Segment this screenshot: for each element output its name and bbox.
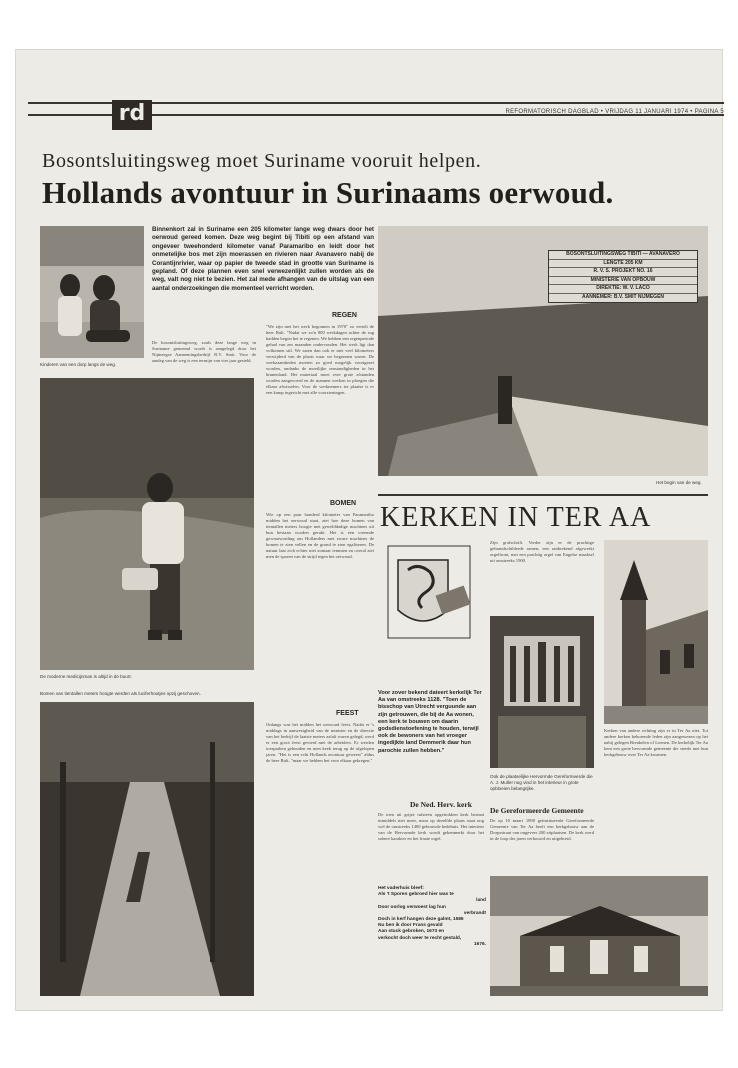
coat-of-arms-illustration	[378, 540, 480, 644]
kerken-title: KERKEN IN TER AA	[380, 502, 652, 533]
caption-medicine-man: De moderne medicijnman is altijd in de buurt.	[40, 674, 132, 679]
masthead-info: REFORMATORISCH DAGBLAD • VRIJDAG 11 JANUARI 1974 • PAGINA 5	[505, 109, 724, 115]
article-kicker: Bosontsluitingsweg moet Suriname vooruit helpen.	[42, 150, 482, 172]
kerken-column4-text: Kerken van andere richting zijn er in Ter Aa niet. Tot andere kerken behorende leden zijn aangewezen op het nabij gelegen Breukelen of Loenen. De kerkelijk Ter Aa kent een grote hervormde gemeente die steeds met hun kerkgebouw over Ter Aa kwamen.	[604, 728, 708, 757]
caption-organ: Ook de plaatselijke Hervormde Gereformeerde die A. J. Muller nog vind in het interieur in grote opbloeien belangrijke.	[490, 774, 593, 791]
sign-line: BOSONTSLUITINGSWEG TIBITI — AVANAVERO	[549, 251, 697, 260]
poem-line: Nu ben ik door Frans gevald	[378, 923, 443, 929]
sign-line: DIREKTIE: W. V. LACO	[549, 285, 697, 294]
photo-medicine-man	[40, 378, 254, 670]
article-lead-text: De bosontsluitingsweg, zoals deze lange weg in Suriname genoemd wordt is aangelegd door het Nijmeegse Aannemingsbedrijf B.V. Smit. Voor de aanleg van de weg is een termijn van vier jaar gesteld.	[152, 340, 256, 363]
road-sign	[548, 250, 698, 303]
poem-line: land	[476, 898, 486, 904]
section-text-feest: Onlangs was het midden het oerwoud feest. Nadat er 's middags in aanwezigheid van de minister en de directie van het bedrijf de laatste meters asfalt waren gelegd, werd er een groot feest gevierd met de arbeiders. Er werden toespraken gehouden en men keek terug op de afgelopen jaren. "Het is een echt Hollands avontuur geweest" aldus de heer Bult, "maar we hebben het voor elkaar gekregen."	[266, 722, 374, 763]
caption-road-start: Het begin van de weg.	[656, 480, 702, 485]
article-headline: Hollands avontuur in Surinaams oerwoud.	[42, 175, 614, 210]
poem-line: Doch in kerf hangen deze galmt, 1586	[378, 917, 464, 923]
section-text-bomen: Wie op een paar honderd kilometer van Paramaribo midden het oerwoud staat, ziet hoe deze bomen van tientallen meters hoogte met gewelddadige machines uit hun bestaan worden gerukt. Het is een vreemde gewaarwording om Hollanders met zware machines de bomen te zien vellen en de grond te zien egaliseren. De natuur laat zich echter niet zomaar temmen en overal ziet men de sporen van de strijd tegen het oerwoud.	[266, 512, 374, 559]
sign-line: R. V. S. PROJEKT NO. 16	[549, 268, 697, 277]
poem-line: verkocht doch weer te recht gestald,	[378, 935, 462, 941]
publication-name: REFORMATORISCH DAGBLAD	[505, 109, 599, 115]
poem-line: Door oorlog verwoest lag hun	[378, 904, 446, 910]
kerken-section-geref-title: De Gereformeerde Gemeente	[490, 806, 584, 815]
kerken-section-geref-text: De op 10 maart 1890 geïnstitueerde Gereformeerde Gemeente van Ter Aa heeft een kerkgebouw aan de Dorpsstraat van ongeveer 200 zitplaatsen. De kerk werd in de loop der jaren verbouwd en uitgebreid.	[490, 818, 594, 841]
caption-trees: Bomen van tientallen meters hoogte werden als luciferhoutjes opzij geschoven.	[40, 691, 201, 696]
photo-forest-road	[40, 702, 254, 996]
issue-date: VRIJDAG 11 JANUARI 1974	[605, 109, 689, 115]
poem-line: Als 't Sporen gebroed hier was te	[378, 892, 454, 898]
article-intro: Binnenkort zal in Suriname een 205 kilometer lange weg dwars door het oerwoud gereed komen. Deze weg begint bij Tibiti op een afstand van ongeveer tweehonderd kilometer vanaf Paramaribo en leidt door het onmetelijke bos met zijn moerassen en rivieren naar Avanavero nabij de Corantijnrivier, waar op papier de tweede stad in grootte van Suriname is gepland. Of deze plannen even snel verwezenlijkt zullen worden als de weg, valt nog niet te bezien. Het zal mede afhangen van de uitslag van een aantal onderzoekingen die momenteel verricht worden.	[152, 226, 374, 292]
sign-line: LENGTE 205 KM	[549, 260, 697, 269]
section-text-regen: "We zijn met het werk begonnen in 1970" zo vertelt de heer Bult. "Nadat we zo'n 800 werkdagen achter de rug hadden begon het te regenen. We hebben een regenperiode gehad van zes maanden ondervonden. Het werk ligt dan volkomen stil. We zaten dan ook er niet veel kilometers verwijderd van de plaats waar we begonnen waren. De werkzaamheden moeten zo goed mogelijk voortgezet worden, ondanks de moeilijke omstandigheden in het binnenland. Het materiaal moet over grote afstanden worden aangevoerd en de mannen werken in ploegen die elkaar afwisselen. Voor de werknemers ter plaatse is er een kamp ingericht met alle voorzieningen.	[266, 324, 374, 395]
poem-line: verbrandt	[463, 910, 486, 916]
page-number: PAGINA 5	[694, 109, 724, 115]
kerken-intro: Voor zover bekend dateert kerkelijk Ter Aa van omstreeks 1128. "Toen de bisschop van Utrecht verguunde aan zijn getrouwen, die bij de Aa wonen, een kerk te bouwen om daarin godsdienstoefening te houden, terwijl ook de bewoners van het vroeger ingedijkte land Demmerik daar hun parochie zullen hebben."	[378, 690, 482, 754]
rd-logo: rd	[112, 100, 152, 130]
kerken-column3-text: Zijn grafschrift. Verder zijn er de prachtige gebrandschilderde ramen, een ontbrekend afgewerkt orgelfront, met een prachtig orgel van Engelse maaksel uit omstreeks 1900.	[490, 540, 594, 563]
poem-line: 1676.	[473, 941, 486, 947]
kerken-rule	[378, 494, 708, 502]
kerken-section-herv-text: De toen uit grijze tufsteen opgetrokken kerk bestaat inmiddels niet meer, maar op dezelfde plaats staat nog wel de omstreeks 1400 gebouwde bedehuis. Het interieur van de Hervormde kerk wordt gekenmerkt door het sobere karakter en het fraaie orgel.	[378, 812, 484, 841]
sign-line: MINISTERIE VAN OPBOUW	[549, 277, 697, 286]
photo-church-organ	[490, 616, 594, 768]
section-title-feest: FEEST	[336, 710, 359, 717]
photo-church-tower	[604, 540, 708, 724]
section-title-bomen: BOMEN	[330, 500, 357, 507]
poem-line: Aan stuck gebroken, 1673 en	[378, 929, 445, 935]
caption-children: Kinderen van een dorp langs de weg.	[40, 362, 117, 367]
poem-line: Het vaderhuis bleef:	[378, 886, 424, 891]
kerken-poem	[378, 886, 486, 948]
photo-church-building	[490, 876, 708, 996]
photo-children	[40, 226, 144, 358]
sign-line: AANNEMER: B.V. SMIT NIJMEGEN	[581, 293, 665, 300]
kerken-section-herv-title: De Ned. Herv. kerk	[410, 800, 472, 809]
section-title-regen: REGEN	[332, 312, 357, 319]
